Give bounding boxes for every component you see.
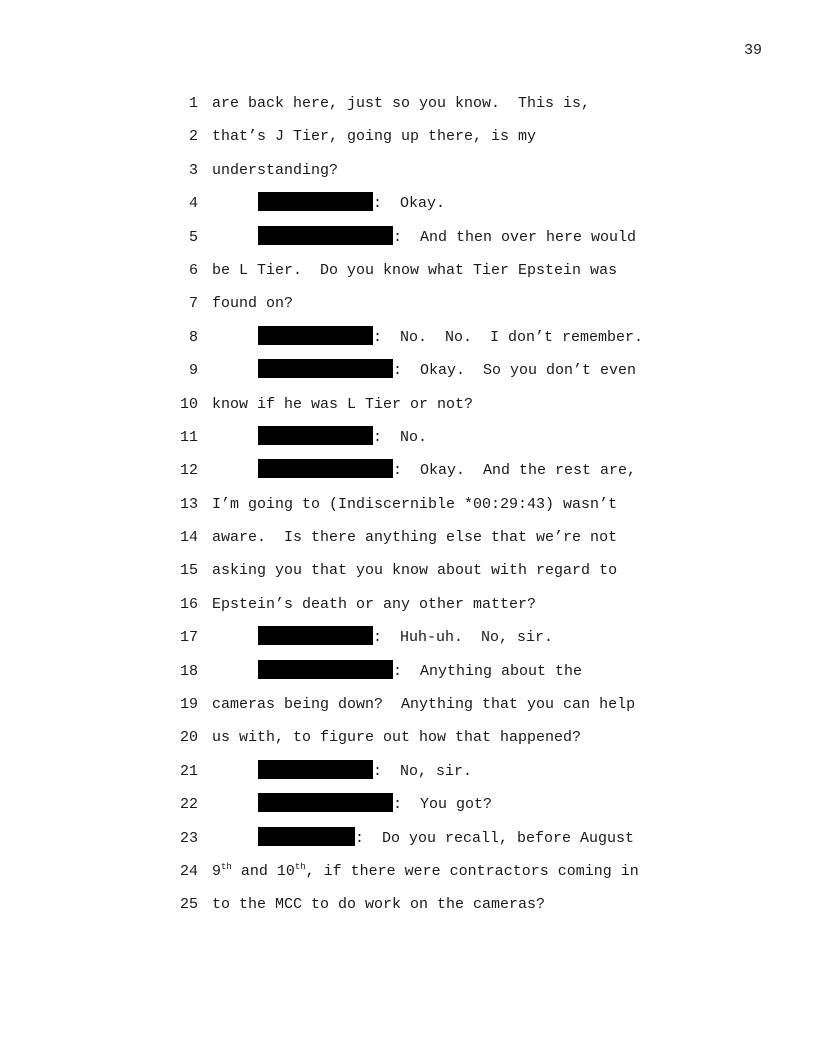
redaction-box bbox=[258, 626, 373, 645]
transcript-line bbox=[0, 421, 816, 454]
transcript-line bbox=[0, 755, 816, 788]
line-text: I’m going to (Indiscernible *00:29:43) wasn’t bbox=[212, 495, 618, 513]
line-number: 3 bbox=[188, 161, 198, 179]
superscript: th bbox=[221, 861, 232, 872]
line-number: 13 bbox=[179, 495, 198, 513]
transcript-line bbox=[0, 454, 816, 487]
line-number: 22 bbox=[179, 796, 198, 814]
transcript-line bbox=[0, 688, 816, 721]
line-text: asking you that you know about with regard to bbox=[212, 562, 618, 580]
line-number: 23 bbox=[179, 829, 198, 847]
transcript-line bbox=[0, 521, 816, 554]
line-number: 9 bbox=[188, 362, 198, 380]
transcript-line bbox=[0, 621, 816, 654]
line-number: 18 bbox=[179, 662, 198, 680]
transcript-line bbox=[0, 287, 816, 320]
transcript-line bbox=[0, 788, 816, 821]
speaker-text: : Huh-uh. No, sir. bbox=[373, 629, 554, 647]
transcript-line bbox=[0, 354, 816, 387]
line-text-part: and 10 bbox=[231, 862, 295, 880]
redaction-box bbox=[258, 760, 373, 779]
redaction-box bbox=[258, 326, 373, 345]
line-text: be L Tier. Do you know what Tier Epstein was bbox=[212, 261, 618, 279]
line-number: 21 bbox=[179, 762, 198, 780]
page-number: 39 bbox=[743, 42, 762, 59]
speaker-text: : And then over here would bbox=[393, 228, 637, 246]
transcript-line bbox=[0, 822, 816, 855]
transcript-body bbox=[0, 87, 816, 922]
transcript-line bbox=[0, 187, 816, 220]
transcript-line bbox=[0, 221, 816, 254]
line-text-part: , if there were contractors coming in bbox=[305, 862, 639, 880]
line-text: that’s J Tier, going up there, is my bbox=[212, 128, 537, 146]
line-text: know if he was L Tier or not? bbox=[212, 395, 474, 413]
line-number: 2 bbox=[188, 128, 198, 146]
speaker-text: : No. No. I don’t remember. bbox=[373, 328, 644, 346]
line-number: 8 bbox=[188, 328, 198, 346]
line-text: aware. Is there anything else that we’re not bbox=[212, 529, 618, 547]
speaker-text: : No. bbox=[373, 428, 428, 446]
line-text: found on? bbox=[212, 295, 294, 313]
transcript-line bbox=[0, 120, 816, 153]
line-text bbox=[212, 855, 639, 888]
transcript-line bbox=[0, 488, 816, 521]
redaction-box bbox=[258, 226, 393, 245]
transcript-line bbox=[0, 154, 816, 187]
speaker-text: : Do you recall, before August bbox=[355, 829, 635, 847]
line-number: 5 bbox=[188, 228, 198, 246]
speaker-text: : Okay. So you don’t even bbox=[393, 362, 637, 380]
transcript-line bbox=[0, 888, 816, 921]
redaction-box bbox=[258, 426, 373, 445]
transcript-line bbox=[0, 655, 816, 688]
line-number: 14 bbox=[179, 529, 198, 547]
transcript-line bbox=[0, 388, 816, 421]
redaction-box bbox=[258, 192, 373, 211]
line-number: 15 bbox=[179, 562, 198, 580]
line-number: 19 bbox=[179, 696, 198, 714]
line-number: 10 bbox=[179, 395, 198, 413]
transcript-line bbox=[0, 588, 816, 621]
redaction-box bbox=[258, 793, 393, 812]
line-number: 7 bbox=[188, 295, 198, 313]
speaker-text: : You got? bbox=[393, 796, 493, 814]
line-text: cameras being down? Anything that you can help bbox=[212, 696, 636, 714]
line-text: to the MCC to do work on the cameras? bbox=[212, 896, 546, 914]
superscript: th bbox=[294, 861, 306, 872]
speaker-text: : Okay. bbox=[373, 195, 446, 213]
line-number: 20 bbox=[179, 729, 198, 747]
line-text: us with, to figure out how that happened? bbox=[212, 729, 582, 747]
line-number: 4 bbox=[188, 195, 198, 213]
speaker-text: : Okay. And the rest are, bbox=[393, 462, 637, 480]
line-number: 24 bbox=[179, 862, 198, 880]
speaker-text: : Anything about the bbox=[393, 662, 583, 680]
line-number: 16 bbox=[179, 595, 198, 613]
redaction-box bbox=[258, 660, 393, 679]
redaction-box bbox=[258, 459, 393, 478]
transcript-line bbox=[0, 254, 816, 287]
redaction-box bbox=[258, 827, 355, 846]
line-number: 12 bbox=[179, 462, 198, 480]
line-number: 25 bbox=[179, 896, 198, 914]
line-text: are back here, just so you know. This is, bbox=[212, 95, 591, 112]
line-number: 11 bbox=[179, 428, 198, 446]
speaker-text: : No, sir. bbox=[373, 762, 473, 780]
transcript-line bbox=[0, 721, 816, 754]
redaction-box bbox=[258, 359, 393, 378]
line-number: 17 bbox=[179, 629, 198, 647]
line-number: 1 bbox=[188, 95, 198, 112]
transcript-line bbox=[0, 87, 816, 120]
transcript-line bbox=[0, 855, 816, 888]
transcript-line bbox=[0, 554, 816, 587]
transcript-line bbox=[0, 321, 816, 354]
line-text-part: 9 bbox=[212, 862, 222, 880]
line-number: 6 bbox=[188, 261, 198, 279]
line-text: understanding? bbox=[212, 161, 339, 179]
line-text: Epstein’s death or any other matter? bbox=[212, 595, 537, 613]
